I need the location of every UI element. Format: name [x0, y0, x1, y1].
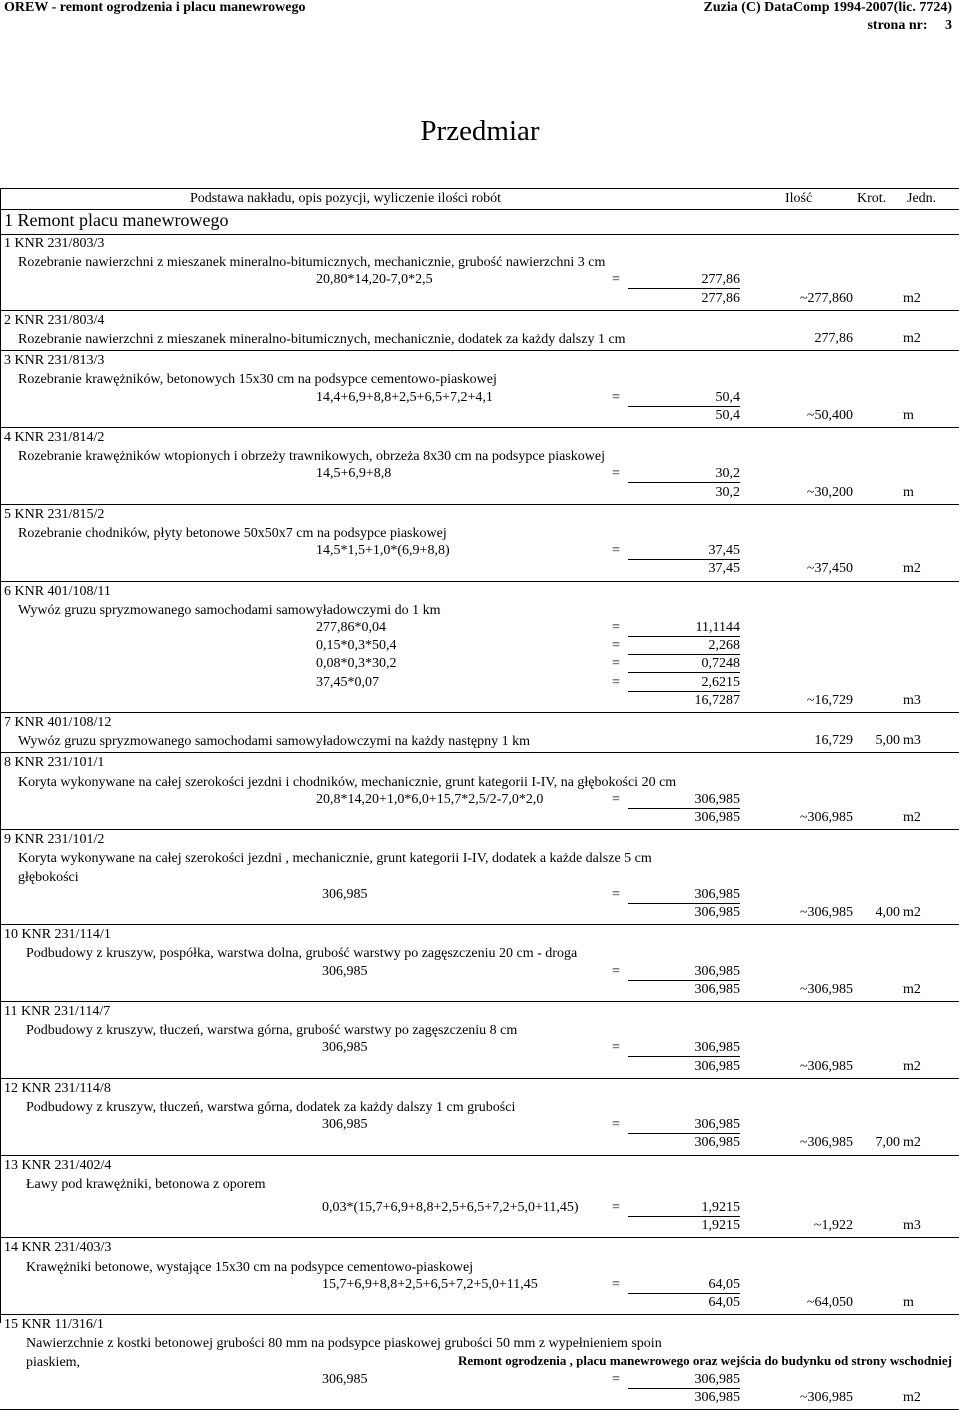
item-unit: m2	[903, 810, 921, 825]
calc-equals: =	[612, 656, 620, 672]
item-quantity: ~306,985	[799, 1135, 853, 1151]
calc-equals: =	[612, 638, 620, 654]
item-description: piaskiem,	[26, 1354, 81, 1370]
item-multiplier: 7,00	[875, 1135, 900, 1151]
calc-value: 306,985	[694, 1040, 740, 1056]
item-quantity: ~306,985	[799, 905, 853, 920]
column-header-quantity: Ilość	[785, 191, 813, 206]
calc-underline	[628, 691, 740, 692]
calc-underline	[628, 559, 740, 560]
row-divider	[0, 712, 959, 713]
item-description: Rozebranie nawierzchni z mieszanek mineralno-bitumicznych, mechanicznie, dodatek za każdy dalszy 1 cm	[18, 332, 626, 347]
item-code: 14 KNR 231/403/3	[4, 1240, 112, 1256]
calc-value: 306,985	[694, 791, 740, 807]
item-description: Podbudowy z kruszyw, pospółka, warstwa dolna, grubość warstwy po zagęszczeniu 20 cm - droga	[26, 946, 578, 962]
item-unit: m2	[903, 1390, 921, 1405]
calc-expression: 0,03*(15,7+6,9+8,8+2,5+6,5+7,2+5,0+11,45)	[322, 1200, 579, 1215]
item-unit: m	[903, 484, 914, 500]
row-divider	[0, 924, 959, 925]
row-divider	[0, 752, 959, 753]
row-divider	[0, 1001, 959, 1002]
calc-equals: =	[612, 886, 620, 902]
item-quantity: 277,86	[814, 331, 853, 346]
calc-expression: 277,86*0,04	[316, 620, 386, 635]
item-total: 50,4	[715, 407, 740, 423]
calc-equals: =	[612, 272, 620, 288]
item-description: Rozebranie krawężników, betonowych 15x30 cm na podsypce cementowo-piaskowej	[18, 372, 497, 388]
calc-expression: 20,80*14,20-7,0*2,5	[316, 272, 433, 288]
column-header-unit: Jedn.	[907, 191, 937, 206]
calc-equals: =	[612, 1276, 620, 1292]
calc-underline	[628, 1056, 740, 1057]
item-code: 15 KNR 11/316/1	[4, 1317, 104, 1333]
item-description: Rozebranie chodników, płyty betonowe 50x50x7 cm na podsypce piaskowej	[18, 526, 447, 541]
calc-equals: =	[612, 963, 620, 979]
item-total: 64,05	[708, 1295, 740, 1310]
item-unit: m2	[903, 1135, 921, 1151]
item-quantity: 16,729	[814, 733, 853, 749]
item-code: 8 KNR 231/101/1	[4, 755, 105, 771]
page-label: strona nr:	[867, 18, 928, 33]
item-description: Rozebranie krawężników wtopionych i obrzeży trawnikowych, obrzeża 8x30 cm na podsypce piaskowej	[18, 449, 606, 465]
item-description: Koryta wykonywane na całej szerokości jezdni , mechanicznie, grunt kategorii I-IV, dodatek a każde dalsze 5 cm	[18, 851, 652, 867]
item-code: 5 KNR 231/815/2	[4, 506, 105, 522]
item-quantity: ~37,450	[806, 561, 853, 577]
calc-underline	[628, 1293, 740, 1294]
calc-expression: 14,5*1,5+1,0*(6,9+8,8)	[316, 543, 450, 559]
item-total: 1,9215	[701, 1218, 740, 1234]
calc-value: 11,1144	[695, 620, 740, 635]
item-total: 37,45	[708, 561, 740, 577]
page-footer: Remont ogrodzenia , placu manewrowego oraz wejścia do budynku od strony wschodniej	[457, 1353, 952, 1368]
row-divider	[0, 1155, 959, 1156]
calc-equals: =	[612, 1371, 620, 1387]
page-number-line	[867, 18, 952, 34]
item-code: 11 KNR 231/114/7	[4, 1004, 111, 1019]
item-unit: m3	[903, 1218, 921, 1234]
item-total: 277,86	[701, 290, 740, 306]
calc-value: 50,4	[715, 389, 740, 405]
column-header-multiplier: Krot.	[857, 191, 887, 206]
item-multiplier: 5,00	[875, 733, 900, 749]
row-divider	[0, 829, 959, 830]
calc-value: 306,985	[694, 1117, 740, 1133]
item-total: 306,985	[694, 1390, 740, 1405]
calc-underline	[628, 1388, 740, 1389]
item-unit: m3	[903, 733, 921, 749]
calc-underline	[628, 654, 740, 655]
item-description: Krawężniki betonowe, wystające 15x30 cm na podsypce cementowo-piaskowej	[26, 1259, 474, 1275]
item-description: Ławy pod krawężniki, betonowa z oporem	[26, 1176, 266, 1192]
calc-value: 30,2	[715, 466, 740, 482]
row-divider	[0, 234, 959, 235]
item-description: Podbudowy z kruszyw, tłuczeń, warstwa górna, dodatek za każdy dalszy 1 cm grubości	[26, 1100, 516, 1115]
calc-underline	[628, 636, 740, 637]
item-unit: m2	[903, 981, 921, 997]
row-divider	[0, 1237, 959, 1238]
item-quantity: ~306,985	[799, 810, 853, 825]
item-unit: m2	[903, 331, 921, 346]
item-quantity: ~306,985	[799, 1058, 853, 1074]
calc-value: 1,9215	[701, 1200, 740, 1215]
item-code: 1 KNR 231/803/3	[4, 236, 105, 251]
calc-expression: 306,985	[322, 1117, 368, 1133]
calc-underline	[628, 288, 740, 289]
calc-equals: =	[612, 1200, 620, 1215]
calc-underline	[628, 672, 740, 673]
item-code: 6 KNR 401/108/11	[4, 583, 111, 599]
item-description: Wywóz gruzu spryzmowanego samochodami samowyładowczymi do 1 km	[18, 602, 441, 618]
item-code: 4 KNR 231/814/2	[4, 430, 105, 445]
calc-value: 2,6215	[701, 674, 740, 690]
calc-equals: =	[612, 466, 620, 482]
row-divider	[0, 504, 959, 505]
item-unit: m	[903, 407, 914, 423]
item-quantity: ~277,860	[799, 290, 853, 306]
row-divider	[0, 1314, 959, 1315]
calc-expression: 0,15*0,3*50,4	[316, 638, 397, 654]
calc-value: 306,985	[694, 886, 740, 902]
calc-equals: =	[612, 1040, 620, 1056]
document-title: Przedmiar	[420, 115, 540, 147]
calc-underline	[628, 482, 740, 483]
calc-expression: 37,45*0,07	[316, 674, 379, 690]
item-description: głębokości	[18, 869, 79, 885]
calc-expression: 306,985	[322, 1040, 368, 1056]
item-total: 306,985	[694, 905, 740, 920]
item-quantity: ~16,729	[806, 692, 853, 708]
item-total: 306,985	[694, 1135, 740, 1151]
item-quantity: ~30,200	[806, 484, 853, 500]
calc-expression: 14,5+6,9+8,8	[316, 466, 392, 482]
item-code: 13 KNR 231/402/4	[4, 1157, 112, 1173]
item-unit: m	[903, 1295, 914, 1310]
item-description: Koryta wykonywane na całej szerokości jezdni i chodników, mechanicznie, grunt kategorii I-IV, na głębokości 20 cm	[18, 774, 677, 790]
item-total: 306,985	[694, 981, 740, 997]
calc-underline	[628, 808, 740, 809]
page-header-left: OREW - remont ogrodzenia i placu manewrowego	[4, 0, 306, 15]
calc-expression: 14,4+6,9+8,8+2,5+6,5+7,2+4,1	[316, 389, 493, 405]
item-unit: m2	[903, 905, 921, 920]
item-total: 306,985	[694, 1058, 740, 1074]
item-quantity: ~306,985	[799, 981, 853, 997]
row-divider	[0, 350, 959, 351]
item-unit: m2	[903, 290, 921, 306]
item-code: 9 KNR 231/101/2	[4, 832, 105, 848]
item-code: 12 KNR 231/114/8	[4, 1080, 111, 1096]
calc-value: 306,985	[694, 1371, 740, 1387]
page-header-right: Zuzia (C) DataComp 1994-2007(lic. 7724)	[703, 0, 952, 15]
item-quantity: ~50,400	[806, 407, 853, 423]
item-multiplier: 4,00	[875, 905, 900, 920]
item-quantity: ~1,922	[813, 1218, 853, 1234]
calc-equals: =	[612, 389, 620, 405]
item-description: Nawierzchnie z kostki betonowej grubości 80 mm na podsypce piaskowej grubości 50 mm z wypełnieniem spoin	[26, 1336, 662, 1352]
calc-value: 0,7248	[701, 656, 740, 672]
calc-expression: 15,7+6,9+8,8+2,5+6,5+7,2+5,0+11,45	[322, 1276, 538, 1292]
calc-equals: =	[612, 620, 620, 635]
row-divider	[0, 1078, 959, 1079]
group-title: 1 Remont placu manewrowego	[4, 210, 229, 230]
calc-equals: =	[612, 674, 620, 690]
calc-value: 277,86	[701, 272, 740, 288]
calc-expression: 306,985	[322, 1371, 368, 1387]
item-code: 3 KNR 231/813/3	[4, 353, 105, 369]
item-description: Wywóz gruzu spryzmowanego samochodami samowyładowczymi na każdy następny 1 km	[18, 734, 530, 750]
calc-underline	[628, 1133, 740, 1134]
row-divider	[0, 209, 959, 210]
calc-underline	[628, 406, 740, 407]
item-total: 16,7287	[694, 692, 740, 708]
item-code: 2 KNR 231/803/4	[4, 312, 105, 328]
row-divider	[0, 581, 959, 582]
item-unit: m2	[903, 1058, 921, 1074]
calc-expression: 20,8*14,20+1,0*6,0+15,7*2,5/2-7,0*2,0	[316, 791, 544, 807]
item-description: Rozebranie nawierzchni z mieszanek mineralno-bitumicznych, mechanicznie, grubość nawierzchni 3 cm	[18, 255, 606, 271]
item-total: 30,2	[715, 484, 740, 500]
row-divider	[0, 310, 959, 311]
item-code: 7 KNR 401/108/12	[4, 715, 112, 730]
table-frame	[0, 188, 959, 1323]
calc-equals: =	[612, 543, 620, 559]
calc-value: 306,985	[694, 963, 740, 979]
calc-underline	[628, 980, 740, 981]
calc-underline	[628, 1216, 740, 1217]
item-unit: m3	[903, 692, 921, 708]
item-description: Podbudowy z kruszyw, tłuczeń, warstwa górna, grubość warstwy po zagęszczeniu 8 cm	[26, 1023, 518, 1039]
calc-expression: 0,08*0,3*30,2	[316, 656, 397, 672]
item-code: 10 KNR 231/114/1	[4, 927, 111, 943]
calc-value: 64,05	[708, 1276, 740, 1292]
item-quantity: ~64,050	[806, 1295, 853, 1310]
calc-underline	[628, 903, 740, 904]
row-divider	[0, 427, 959, 428]
calc-value: 2,268	[708, 638, 740, 654]
calc-equals: =	[612, 791, 620, 807]
column-header-description: Podstawa nakładu, opis pozycji, wyliczenie ilości robót	[190, 191, 502, 206]
calc-equals: =	[612, 1117, 620, 1133]
item-unit: m2	[903, 561, 921, 577]
page-number: 3	[945, 18, 952, 33]
calc-value: 37,45	[708, 543, 740, 559]
item-total: 306,985	[694, 810, 740, 825]
calc-expression: 306,985	[322, 886, 368, 902]
item-quantity: ~306,985	[799, 1390, 853, 1405]
calc-expression: 306,985	[322, 963, 368, 979]
